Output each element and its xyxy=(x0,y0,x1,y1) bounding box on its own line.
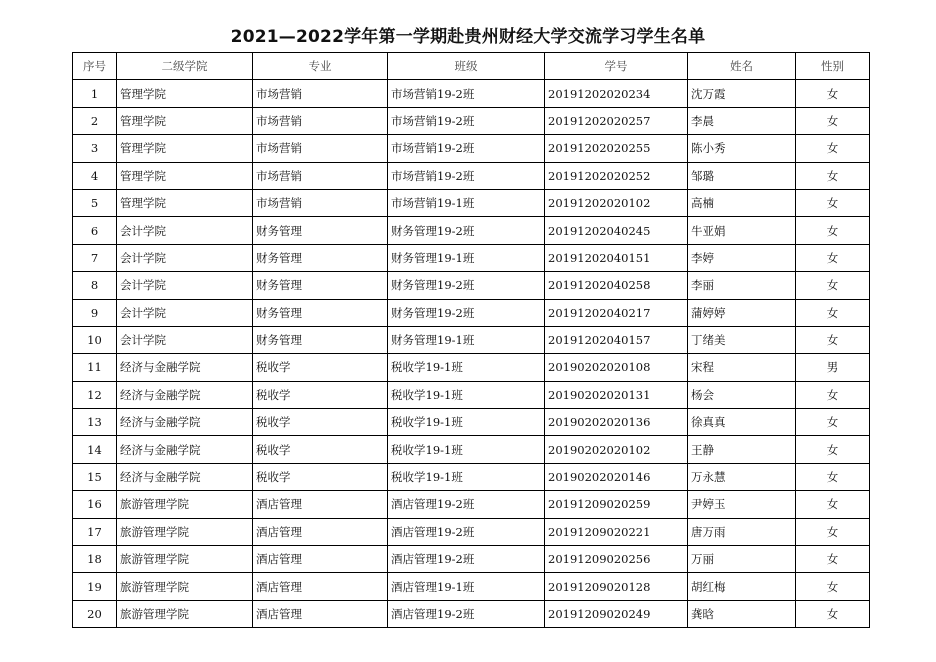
row-gender: 女 xyxy=(796,299,870,326)
table-row xyxy=(73,600,870,627)
row-gender: 女 xyxy=(796,546,870,573)
header-class: 班级 xyxy=(388,53,545,80)
table-header-row xyxy=(73,53,870,80)
row-major: 税收学 xyxy=(253,409,388,436)
table-body xyxy=(73,80,870,628)
header-name: 姓名 xyxy=(688,53,796,80)
row-student-id: 20191202040245 xyxy=(545,217,688,244)
row-index: 1 xyxy=(73,80,117,107)
row-college: 经济与金融学院 xyxy=(117,381,253,408)
row-name: 李婷 xyxy=(688,244,796,271)
table-row xyxy=(73,299,870,326)
row-name: 牛亚娟 xyxy=(688,217,796,244)
row-class: 财务管理19-1班 xyxy=(388,326,545,353)
row-college: 旅游管理学院 xyxy=(117,600,253,627)
row-college: 旅游管理学院 xyxy=(117,491,253,518)
row-index: 8 xyxy=(73,272,117,299)
table-row xyxy=(73,272,870,299)
row-name: 徐真真 xyxy=(688,409,796,436)
table-row xyxy=(73,546,870,573)
row-name: 李丽 xyxy=(688,272,796,299)
row-college: 经济与金融学院 xyxy=(117,354,253,381)
row-index: 19 xyxy=(73,573,117,600)
row-major: 市场营销 xyxy=(253,107,388,134)
row-college: 会计学院 xyxy=(117,299,253,326)
row-major: 酒店管理 xyxy=(253,573,388,600)
row-student-id: 20191202020234 xyxy=(545,80,688,107)
row-major: 税收学 xyxy=(253,381,388,408)
row-index: 7 xyxy=(73,244,117,271)
row-name: 高楠 xyxy=(688,189,796,216)
row-class: 市场营销19-2班 xyxy=(388,80,545,107)
row-college: 旅游管理学院 xyxy=(117,518,253,545)
row-name: 王静 xyxy=(688,436,796,463)
table-row xyxy=(73,244,870,271)
table-row xyxy=(73,107,870,134)
row-index: 6 xyxy=(73,217,117,244)
row-student-id: 20191209020128 xyxy=(545,573,688,600)
row-gender: 女 xyxy=(796,409,870,436)
row-gender: 女 xyxy=(796,600,870,627)
row-name: 唐万雨 xyxy=(688,518,796,545)
row-student-id: 20191202020252 xyxy=(545,162,688,189)
row-index: 20 xyxy=(73,600,117,627)
row-major: 市场营销 xyxy=(253,80,388,107)
row-major: 酒店管理 xyxy=(253,546,388,573)
row-class: 税收学19-1班 xyxy=(388,463,545,490)
row-class: 财务管理19-2班 xyxy=(388,217,545,244)
row-index: 15 xyxy=(73,463,117,490)
row-name: 万永慧 xyxy=(688,463,796,490)
table-row xyxy=(73,80,870,107)
row-name: 邹璐 xyxy=(688,162,796,189)
row-class: 酒店管理19-1班 xyxy=(388,573,545,600)
row-college: 会计学院 xyxy=(117,217,253,244)
row-student-id: 20191202040258 xyxy=(545,272,688,299)
row-name: 李晨 xyxy=(688,107,796,134)
row-index: 4 xyxy=(73,162,117,189)
row-gender: 女 xyxy=(796,463,870,490)
row-college: 旅游管理学院 xyxy=(117,573,253,600)
row-class: 税收学19-1班 xyxy=(388,354,545,381)
row-major: 税收学 xyxy=(253,463,388,490)
row-class: 市场营销19-2班 xyxy=(388,107,545,134)
table-row xyxy=(73,354,870,381)
row-class: 酒店管理19-2班 xyxy=(388,518,545,545)
row-student-id: 20191209020256 xyxy=(545,546,688,573)
row-college: 会计学院 xyxy=(117,326,253,353)
row-gender: 女 xyxy=(796,244,870,271)
row-name: 杨会 xyxy=(688,381,796,408)
row-student-id: 20191202040217 xyxy=(545,299,688,326)
row-college: 管理学院 xyxy=(117,80,253,107)
row-index: 9 xyxy=(73,299,117,326)
row-major: 税收学 xyxy=(253,354,388,381)
row-college: 管理学院 xyxy=(117,135,253,162)
row-major: 市场营销 xyxy=(253,189,388,216)
row-gender: 女 xyxy=(796,326,870,353)
row-name: 蒲婷婷 xyxy=(688,299,796,326)
row-student-id: 20191202020102 xyxy=(545,189,688,216)
row-gender: 女 xyxy=(796,436,870,463)
row-major: 财务管理 xyxy=(253,326,388,353)
row-college: 会计学院 xyxy=(117,244,253,271)
row-college: 管理学院 xyxy=(117,162,253,189)
row-gender: 女 xyxy=(796,189,870,216)
row-name: 沈万霞 xyxy=(688,80,796,107)
row-class: 酒店管理19-2班 xyxy=(388,491,545,518)
row-class: 财务管理19-1班 xyxy=(388,244,545,271)
row-student-id: 20191202040151 xyxy=(545,244,688,271)
row-class: 酒店管理19-2班 xyxy=(388,546,545,573)
row-gender: 女 xyxy=(796,135,870,162)
row-major: 财务管理 xyxy=(253,244,388,271)
row-index: 16 xyxy=(73,491,117,518)
row-college: 经济与金融学院 xyxy=(117,436,253,463)
header-index: 序号 xyxy=(73,53,117,80)
row-name: 万丽 xyxy=(688,546,796,573)
row-name: 胡红梅 xyxy=(688,573,796,600)
header-student-id: 学号 xyxy=(545,53,688,80)
document-title: 2021—2022学年第一学期赴贵州财经大学交流学习学生名单 xyxy=(230,27,706,47)
row-index: 14 xyxy=(73,436,117,463)
row-index: 12 xyxy=(73,381,117,408)
row-college: 会计学院 xyxy=(117,272,253,299)
row-gender: 女 xyxy=(796,107,870,134)
row-college: 经济与金融学院 xyxy=(117,409,253,436)
table-row xyxy=(73,573,870,600)
table-row xyxy=(73,217,870,244)
table-row xyxy=(73,518,870,545)
row-major: 财务管理 xyxy=(253,272,388,299)
row-student-id: 20190202020108 xyxy=(545,354,688,381)
row-name: 丁绪美 xyxy=(688,326,796,353)
row-class: 市场营销19-2班 xyxy=(388,135,545,162)
row-college: 管理学院 xyxy=(117,189,253,216)
row-index: 17 xyxy=(73,518,117,545)
row-student-id: 20191209020249 xyxy=(545,600,688,627)
row-student-id: 20190202020146 xyxy=(545,463,688,490)
row-major: 财务管理 xyxy=(253,217,388,244)
row-name: 陈小秀 xyxy=(688,135,796,162)
row-index: 13 xyxy=(73,409,117,436)
row-student-id: 20190202020102 xyxy=(545,436,688,463)
table-row xyxy=(73,381,870,408)
row-gender: 女 xyxy=(796,381,870,408)
row-major: 市场营销 xyxy=(253,162,388,189)
row-major: 酒店管理 xyxy=(253,491,388,518)
row-gender: 女 xyxy=(796,80,870,107)
table-row xyxy=(73,409,870,436)
row-major: 酒店管理 xyxy=(253,518,388,545)
row-index: 2 xyxy=(73,107,117,134)
row-name: 龚晗 xyxy=(688,600,796,627)
row-class: 酒店管理19-2班 xyxy=(388,600,545,627)
row-student-id: 20190202020136 xyxy=(545,409,688,436)
row-major: 财务管理 xyxy=(253,299,388,326)
row-major: 税收学 xyxy=(253,436,388,463)
table-row xyxy=(73,189,870,216)
row-gender: 女 xyxy=(796,162,870,189)
header-gender: 性别 xyxy=(796,53,870,80)
table-row xyxy=(73,491,870,518)
table-row xyxy=(73,463,870,490)
row-student-id: 20191202040157 xyxy=(545,326,688,353)
row-college: 管理学院 xyxy=(117,107,253,134)
row-gender: 女 xyxy=(796,573,870,600)
row-student-id: 20191209020221 xyxy=(545,518,688,545)
row-major: 酒店管理 xyxy=(253,600,388,627)
row-gender: 女 xyxy=(796,217,870,244)
row-class: 市场营销19-2班 xyxy=(388,162,545,189)
row-gender: 女 xyxy=(796,518,870,545)
row-college: 经济与金融学院 xyxy=(117,463,253,490)
row-class: 税收学19-1班 xyxy=(388,409,545,436)
row-major: 市场营销 xyxy=(253,135,388,162)
row-index: 10 xyxy=(73,326,117,353)
row-gender: 女 xyxy=(796,272,870,299)
table-row xyxy=(73,135,870,162)
table-row xyxy=(73,436,870,463)
row-index: 11 xyxy=(73,354,117,381)
row-gender: 女 xyxy=(796,491,870,518)
row-class: 财务管理19-2班 xyxy=(388,272,545,299)
row-class: 市场营销19-1班 xyxy=(388,189,545,216)
row-student-id: 20191209020259 xyxy=(545,491,688,518)
row-student-id: 20190202020131 xyxy=(545,381,688,408)
row-index: 5 xyxy=(73,189,117,216)
row-class: 财务管理19-2班 xyxy=(388,299,545,326)
header-major: 专业 xyxy=(253,53,388,80)
row-student-id: 20191202020257 xyxy=(545,107,688,134)
student-roster-table xyxy=(72,52,870,628)
row-gender: 男 xyxy=(796,354,870,381)
row-class: 税收学19-1班 xyxy=(388,436,545,463)
row-name: 宋程 xyxy=(688,354,796,381)
row-name: 尹婷玉 xyxy=(688,491,796,518)
table-row xyxy=(73,326,870,353)
row-index: 3 xyxy=(73,135,117,162)
header-college: 二级学院 xyxy=(117,53,253,80)
row-college: 旅游管理学院 xyxy=(117,546,253,573)
table-row xyxy=(73,162,870,189)
row-index: 18 xyxy=(73,546,117,573)
row-student-id: 20191202020255 xyxy=(545,135,688,162)
row-class: 税收学19-1班 xyxy=(388,381,545,408)
